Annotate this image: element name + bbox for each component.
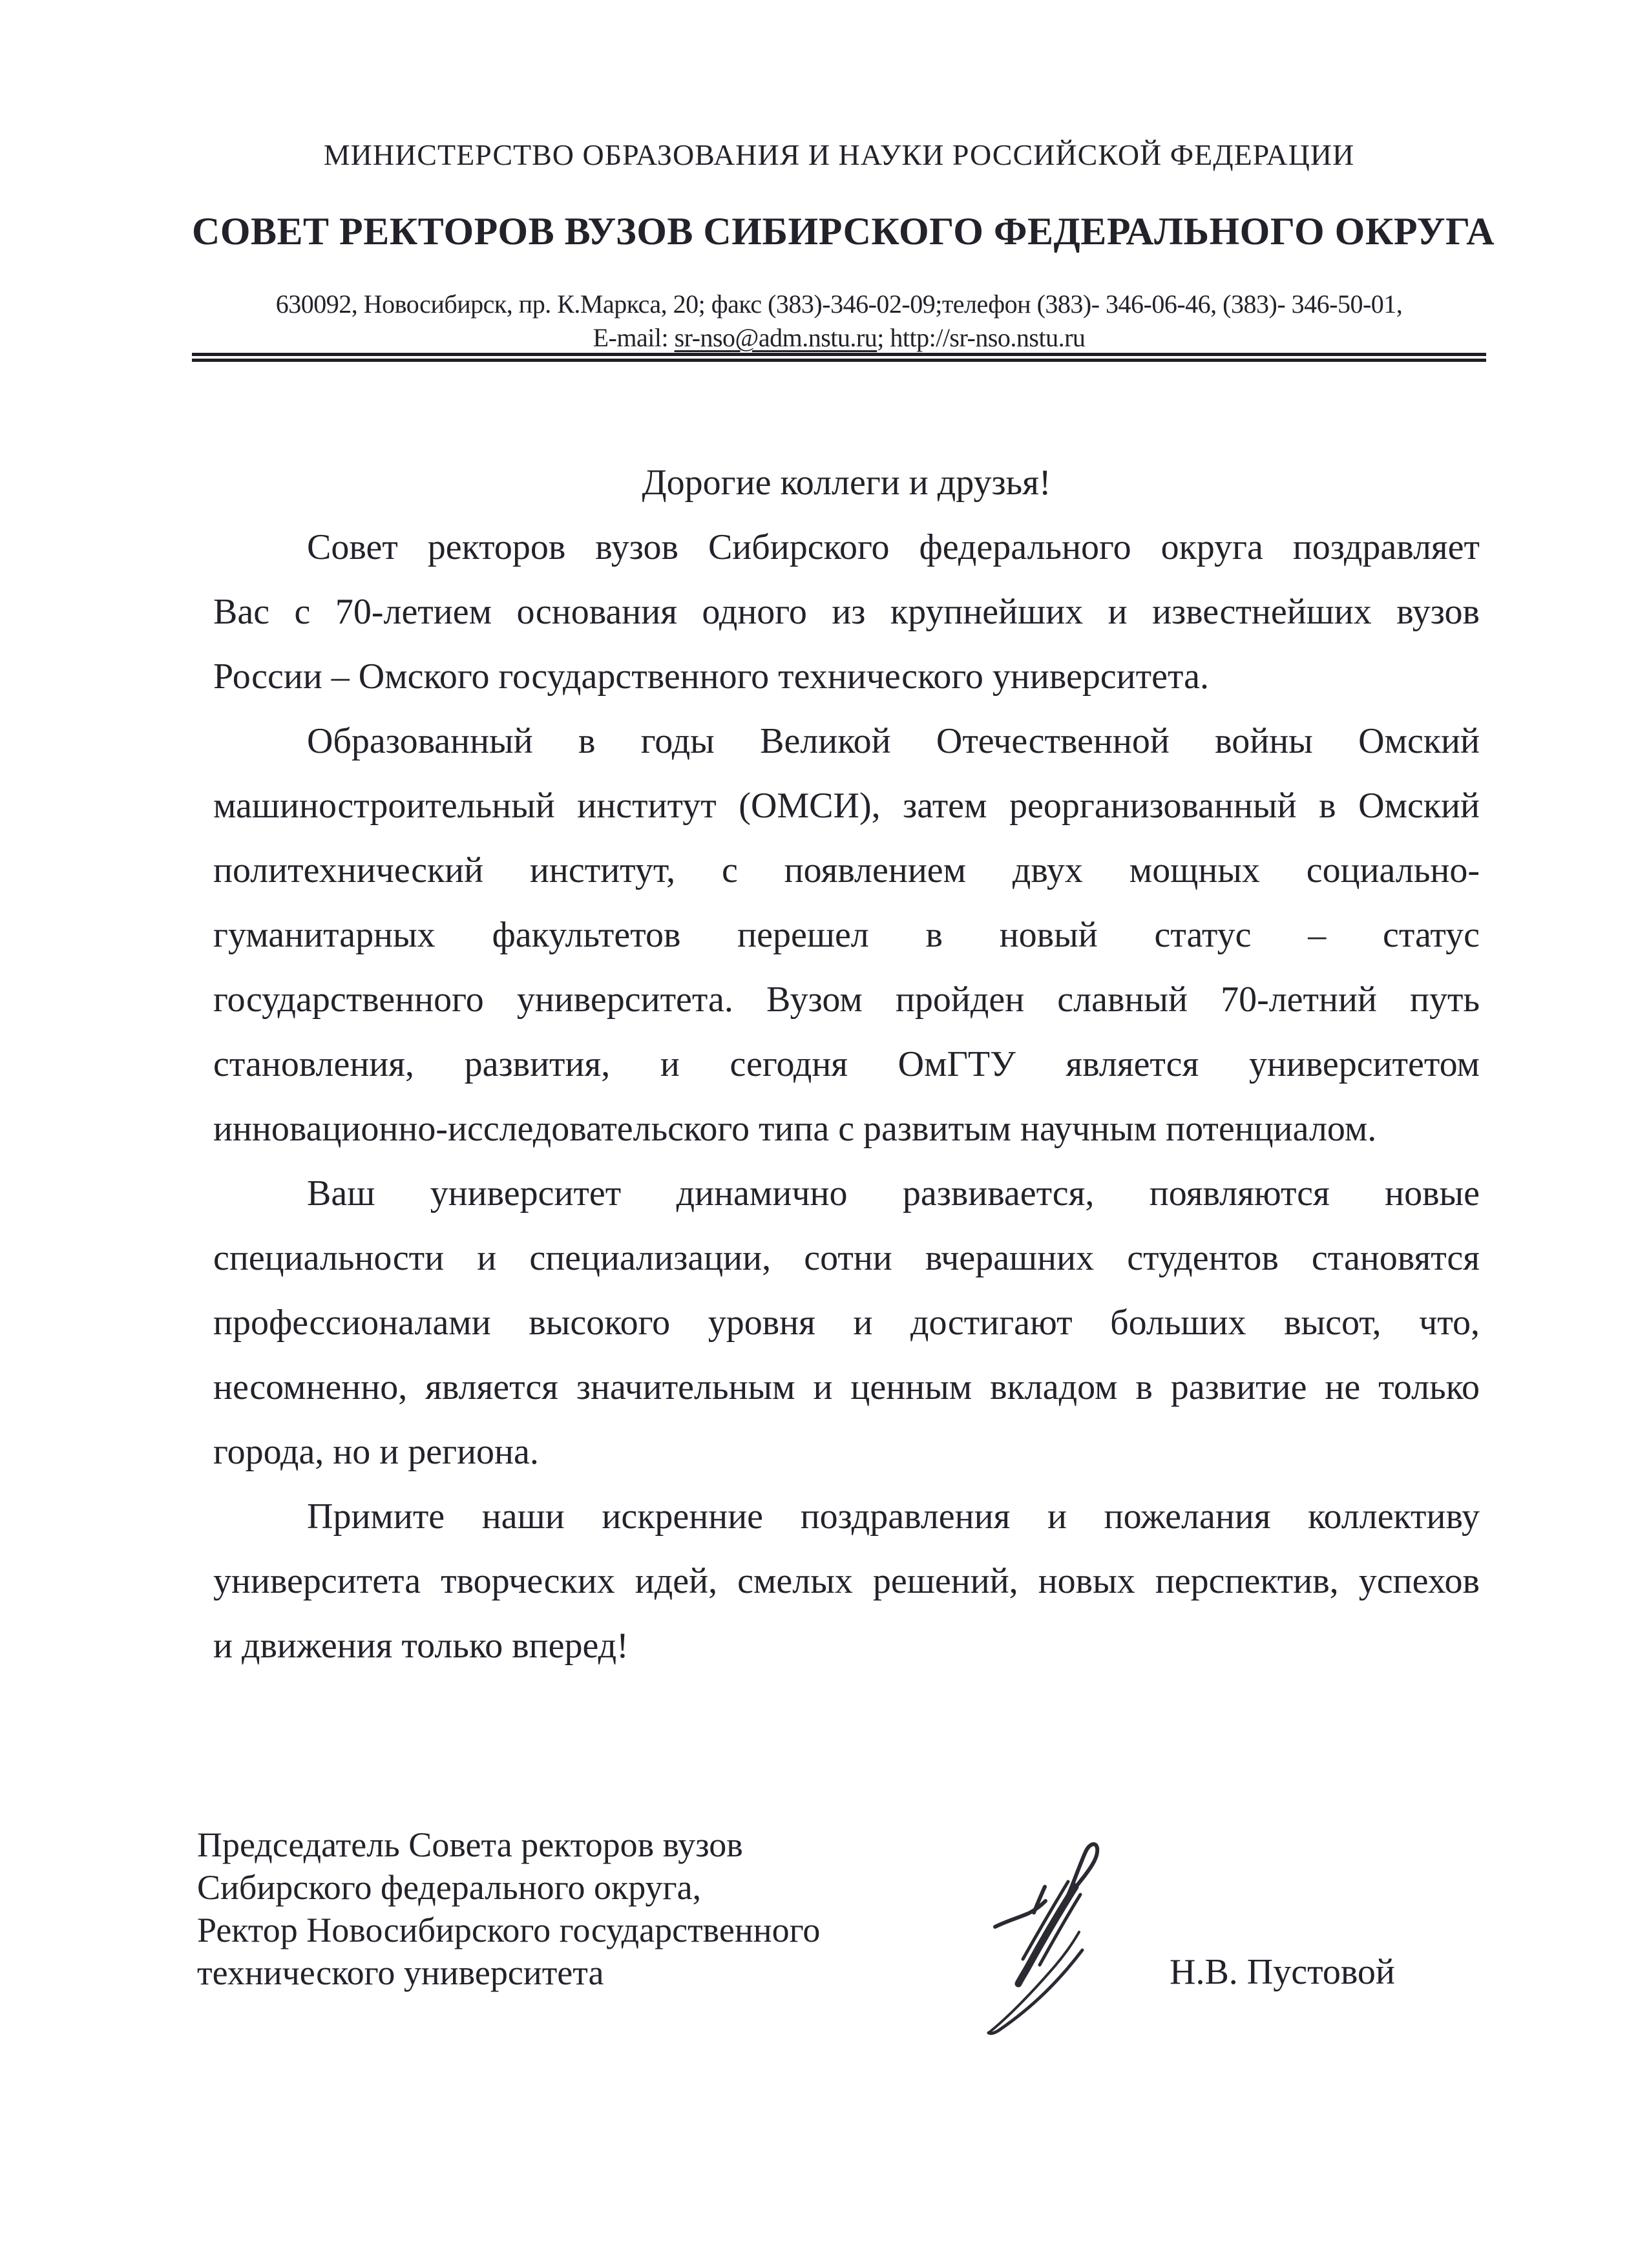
email-address: sr-nso@adm.nstu.ru	[674, 323, 877, 352]
email-website-line	[192, 322, 1486, 354]
signer-title-line: Председатель Совета ректоров вузов	[197, 1825, 743, 1864]
paragraph-line: университета творческих идей, смелых решений, новых перспектив, успехов	[213, 1561, 1480, 1601]
paragraph-line: несомненно, является значительным и ценным вкладом в развитие не только	[213, 1367, 1480, 1407]
paragraph-line: машиностроительный институт (ОМСИ), затем реорганизованный в Омский	[213, 786, 1480, 826]
signer-title-line: Ректор Новосибирского государственного	[197, 1911, 821, 1949]
paragraph-line: города, но и региона.	[213, 1432, 539, 1472]
council-title: СОВЕТ РЕКТОРОВ ВУЗОВ СИБИРСКОГО ФЕДЕРАЛЬНОГО ОКРУГА	[192, 210, 1495, 253]
paragraph-line: инновационно-исследовательского типа с развитым научным потенциалом.	[213, 1109, 1377, 1149]
paragraph-line: государственного университета. Вузом пройден славный 70-летний путь	[213, 980, 1480, 1020]
paragraph-line: России – Омского государственного технического университета.	[213, 656, 1209, 697]
paragraph-line: специальности и специализации, сотни вчерашних студентов становятся	[213, 1238, 1480, 1278]
paragraph-line: Ваш университет динамично развивается, появляются новые	[307, 1173, 1480, 1213]
paragraph-line: гуманитарных факультетов перешел в новый статус – статус	[213, 915, 1480, 955]
handwritten-signature	[977, 1835, 1109, 2039]
salutation: Дорогие коллеги и друзья!	[642, 463, 1051, 503]
ministry-line: МИНИСТЕРСТВО ОБРАЗОВАНИЯ И НАУКИ РОССИЙСКОЙ ФЕДЕРАЦИИ	[323, 138, 1355, 171]
letter-body	[213, 450, 1480, 1678]
paragraph-line: профессионалами высокого уровня и достигают больших высот, что,	[213, 1303, 1480, 1343]
address-contacts-line: 630092, Новосибирск, пр. К.Маркса, 20; факс (383)-346-02-09;телефон (383)- 346-06-46, (383)- 346-50-01,	[275, 289, 1403, 319]
paragraph-line: Совет ректоров вузов Сибирского федерального округа поздравляет	[307, 527, 1480, 567]
paragraph-line: и движения только вперед!	[213, 1626, 629, 1666]
website-address: ; http://sr-nso.nstu.ru	[877, 323, 1086, 352]
signer-name: Н.В. Пустовой	[1170, 1952, 1395, 1992]
paragraph-line: Образованный в годы Великой Отечественной войны Омский	[307, 721, 1480, 761]
signer-title-block	[197, 1823, 972, 1994]
signer-title-line: Сибирского федерального округа,	[197, 1868, 702, 1907]
paragraph-line: политехнический институт, с появлением двух мощных социально-	[213, 850, 1480, 890]
signer-title-line: технического университета	[197, 1953, 604, 1992]
paragraph-line: Вас с 70-летием основания одного из крупнейших и известнейших вузов	[213, 592, 1480, 632]
paragraph-line: Примите наши искренние поздравления и пожелания коллективу	[307, 1496, 1480, 1537]
paragraph-line: становления, развития, и сегодня ОмГТУ является университетом	[213, 1044, 1480, 1084]
email-label: E-mail:	[593, 323, 675, 352]
letterhead-double-rule	[192, 353, 1486, 362]
